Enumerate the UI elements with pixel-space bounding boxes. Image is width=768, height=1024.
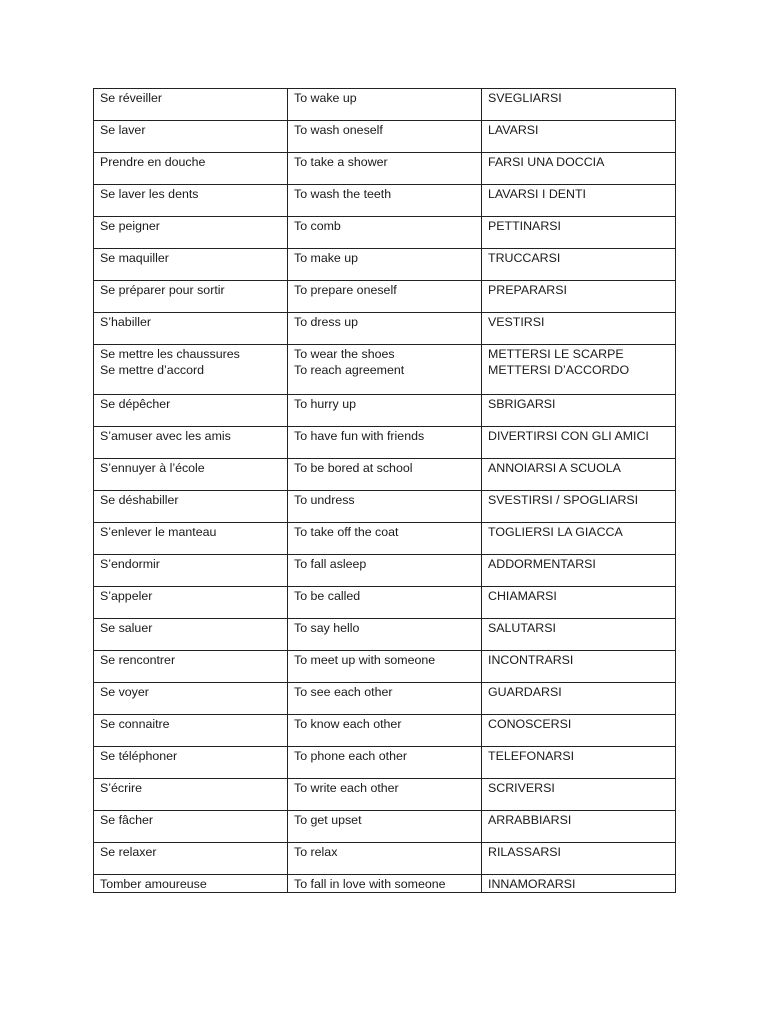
table-row (94, 811, 676, 843)
italian-cell (482, 395, 676, 427)
italian-cell (482, 121, 676, 153)
french-cell (94, 153, 288, 185)
table-row (94, 459, 676, 491)
cell-text: To know each other (294, 717, 402, 731)
italian-cell (482, 715, 676, 747)
english-cell (288, 185, 482, 217)
english-cell (288, 843, 482, 875)
cell-text: Se saluer (100, 621, 153, 635)
french-cell (94, 843, 288, 875)
cell-text: SVEGLIARSI (488, 91, 562, 105)
cell-text: To comb (294, 219, 341, 233)
italian-cell (482, 555, 676, 587)
cell-text: CONOSCERSI (488, 717, 572, 731)
english-cell (288, 427, 482, 459)
french-cell (94, 491, 288, 523)
french-cell (94, 313, 288, 345)
french-cell (94, 811, 288, 843)
vocabulary-table (93, 88, 676, 893)
french-cell (94, 217, 288, 249)
cell-text: Se laver les dents (100, 187, 199, 201)
cell-text: GUARDARSI (488, 685, 562, 699)
cell-text: Se laver (100, 123, 146, 137)
italian-cell (482, 89, 676, 121)
italian-cell (482, 185, 676, 217)
italian-cell (482, 313, 676, 345)
cell-text: S’enlever le manteau (100, 525, 217, 539)
table-row (94, 523, 676, 555)
italian-cell (482, 249, 676, 281)
french-cell (94, 185, 288, 217)
cell-text: CHIAMARSI (488, 589, 557, 603)
english-cell (288, 153, 482, 185)
cell-text: S’ennuyer à l’école (100, 461, 205, 475)
table-row (94, 875, 676, 893)
cell-text: TELEFONARSI (488, 749, 575, 763)
cell-text: Se relaxer (100, 845, 157, 859)
cell-text: VESTIRSI (488, 315, 545, 329)
english-cell (288, 491, 482, 523)
french-cell (94, 345, 288, 395)
vocabulary-table-body (94, 89, 676, 893)
table-row (94, 249, 676, 281)
cell-text: DIVERTIRSI CON GLI AMICI (488, 429, 649, 443)
cell-text: Se téléphoner (100, 749, 178, 763)
cell-text: Se préparer pour sortir (100, 283, 225, 297)
cell-text: SVESTIRSI / SPOGLIARSI (488, 493, 639, 507)
cell-text: Se fâcher (100, 813, 154, 827)
french-cell (94, 523, 288, 555)
italian-cell (482, 217, 676, 249)
table-row (94, 217, 676, 249)
cell-text: Se mettre d’accord (100, 363, 204, 377)
table-row (94, 651, 676, 683)
cell-text: To be called (294, 589, 361, 603)
cell-text: To take a shower (294, 155, 388, 169)
cell-text: INNAMORARSI (488, 877, 576, 891)
cell-text: ARRABBIARSI (488, 813, 572, 827)
french-cell (94, 427, 288, 459)
table-row (94, 555, 676, 587)
cell-text: RILASSARSI (488, 845, 561, 859)
table-row (94, 345, 676, 395)
english-cell (288, 715, 482, 747)
french-cell (94, 779, 288, 811)
english-cell (288, 395, 482, 427)
cell-text: PETTINARSI (488, 219, 561, 233)
english-cell (288, 619, 482, 651)
cell-text: METTERSI D’ACCORDO (488, 363, 630, 377)
french-cell (94, 459, 288, 491)
table-row (94, 395, 676, 427)
english-cell (288, 683, 482, 715)
italian-cell (482, 345, 676, 395)
english-cell (288, 523, 482, 555)
table-row (94, 619, 676, 651)
english-cell (288, 313, 482, 345)
cell-text: Se connaitre (100, 717, 170, 731)
cell-text: SBRIGARSI (488, 397, 556, 411)
english-cell (288, 459, 482, 491)
cell-text: S’écrire (100, 781, 142, 795)
english-cell (288, 875, 482, 893)
french-cell (94, 395, 288, 427)
cell-text: Se mettre les chaussures (100, 347, 240, 361)
cell-text: Prendre en douche (100, 155, 206, 169)
english-cell (288, 89, 482, 121)
english-cell (288, 747, 482, 779)
cell-text: METTERSI LE SCARPE (488, 347, 624, 361)
cell-text: ANNOIARSI A SCUOLA (488, 461, 621, 475)
english-cell (288, 587, 482, 619)
cell-text: Tomber amoureuse (100, 877, 207, 891)
cell-text: To make up (294, 251, 359, 265)
cell-text: S’amuser avec les amis (100, 429, 231, 443)
table-row (94, 587, 676, 619)
cell-text: ADDORMENTARSI (488, 557, 596, 571)
french-cell (94, 121, 288, 153)
table-row (94, 683, 676, 715)
cell-text: SALUTARSI (488, 621, 556, 635)
table-row (94, 715, 676, 747)
cell-text: To wear the shoes (294, 347, 395, 361)
cell-text: Se maquiller (100, 251, 169, 265)
french-cell (94, 249, 288, 281)
table-row (94, 747, 676, 779)
english-cell (288, 121, 482, 153)
cell-text: Se réveiller (100, 91, 162, 105)
cell-text: To dress up (294, 315, 359, 329)
cell-text: TRUCCARSI (488, 251, 561, 265)
cell-text: S’endormir (100, 557, 160, 571)
french-cell (94, 651, 288, 683)
cell-text: Se rencontrer (100, 653, 176, 667)
italian-cell (482, 811, 676, 843)
cell-text: To get upset (294, 813, 362, 827)
cell-text: LAVARSI (488, 123, 539, 137)
cell-text: Se peigner (100, 219, 160, 233)
italian-cell (482, 459, 676, 491)
cell-text: To reach agreement (294, 363, 405, 377)
english-cell (288, 249, 482, 281)
cell-text: SCRIVERSI (488, 781, 555, 795)
italian-cell (482, 747, 676, 779)
cell-text: S’habiller (100, 315, 151, 329)
cell-text: To take off the coat (294, 525, 399, 539)
cell-text: To see each other (294, 685, 393, 699)
french-cell (94, 281, 288, 313)
italian-cell (482, 491, 676, 523)
table-row (94, 779, 676, 811)
cell-text: PREPARARSI (488, 283, 567, 297)
cell-text: To write each other (294, 781, 399, 795)
french-cell (94, 555, 288, 587)
italian-cell (482, 843, 676, 875)
table-row (94, 89, 676, 121)
italian-cell (482, 683, 676, 715)
cell-text: Se voyer (100, 685, 149, 699)
french-cell (94, 89, 288, 121)
cell-text: Se dépêcher (100, 397, 171, 411)
italian-cell (482, 281, 676, 313)
cell-text: To hurry up (294, 397, 356, 411)
cell-text: To say hello (294, 621, 360, 635)
cell-text: Se déshabiller (100, 493, 179, 507)
cell-text: To prepare oneself (294, 283, 397, 297)
french-cell (94, 683, 288, 715)
table-row (94, 153, 676, 185)
french-cell (94, 587, 288, 619)
cell-text: To have fun with friends (294, 429, 425, 443)
english-cell (288, 811, 482, 843)
cell-text: TOGLIERSI LA GIACCA (488, 525, 623, 539)
italian-cell (482, 619, 676, 651)
cell-text: To phone each other (294, 749, 407, 763)
english-cell (288, 281, 482, 313)
italian-cell (482, 875, 676, 893)
italian-cell (482, 779, 676, 811)
cell-text: To wash oneself (294, 123, 383, 137)
cell-text: S’appeler (100, 589, 153, 603)
table-row (94, 121, 676, 153)
french-cell (94, 715, 288, 747)
french-cell (94, 619, 288, 651)
cell-text: To relax (294, 845, 338, 859)
cell-text: LAVARSI I DENTI (488, 187, 586, 201)
english-cell (288, 217, 482, 249)
table-row (94, 313, 676, 345)
english-cell (288, 555, 482, 587)
cell-text: To fall asleep (294, 557, 367, 571)
cell-text: To undress (294, 493, 355, 507)
cell-text: To be bored at school (294, 461, 413, 475)
cell-text: FARSI UNA DOCCIA (488, 155, 605, 169)
table-row (94, 491, 676, 523)
cell-text: To wash the teeth (294, 187, 392, 201)
italian-cell (482, 587, 676, 619)
table-row (94, 427, 676, 459)
italian-cell (482, 427, 676, 459)
italian-cell (482, 153, 676, 185)
cell-text: To fall in love with someone (294, 877, 446, 891)
english-cell (288, 651, 482, 683)
italian-cell (482, 523, 676, 555)
english-cell (288, 779, 482, 811)
french-cell (94, 747, 288, 779)
cell-text: To wake up (294, 91, 357, 105)
table-row (94, 843, 676, 875)
cell-text: INCONTRARSI (488, 653, 574, 667)
table-row (94, 281, 676, 313)
cell-text: To meet up with someone (294, 653, 436, 667)
table-row (94, 185, 676, 217)
french-cell (94, 875, 288, 893)
italian-cell (482, 651, 676, 683)
english-cell (288, 345, 482, 395)
